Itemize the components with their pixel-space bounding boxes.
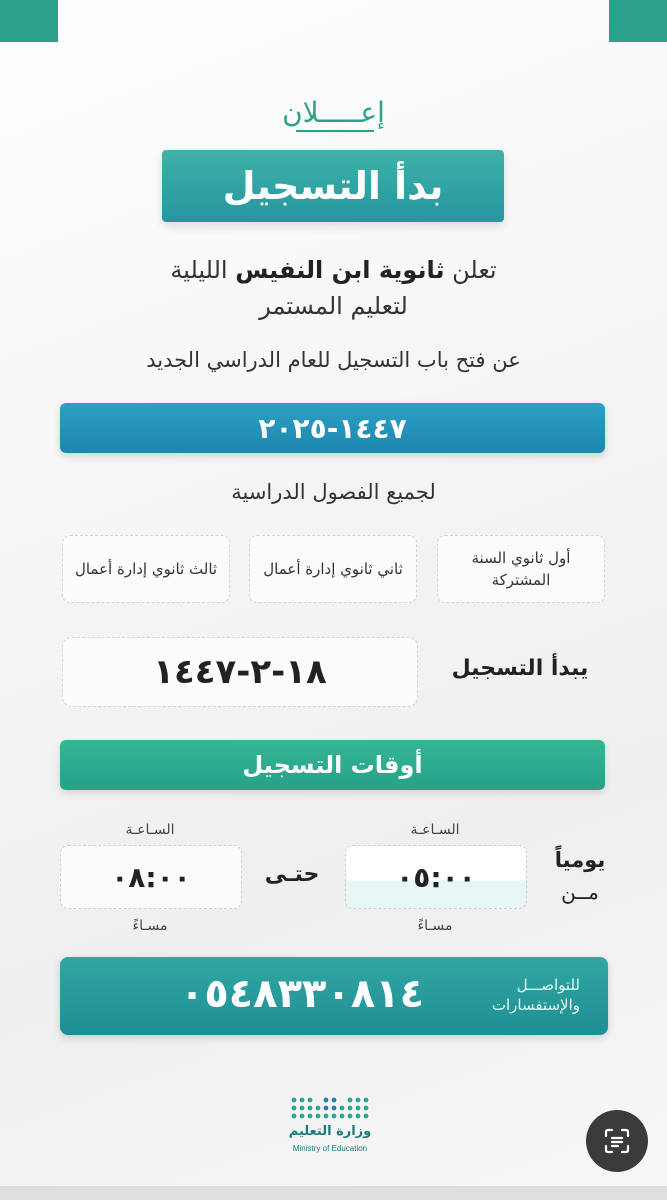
- school-name: ثانوية ابن النفيس: [235, 256, 445, 284]
- scan-text-icon: [602, 1126, 632, 1156]
- registration-times-bar: أوقات التسجيل: [60, 740, 605, 790]
- until-label: حتـى: [264, 862, 320, 887]
- corner-accent-left: [0, 0, 58, 42]
- bottom-system-bar: [0, 1186, 667, 1200]
- end-hour-label: السـاعـة: [125, 822, 175, 838]
- all-grades-text: لجميع الفصول الدراسية: [231, 480, 436, 504]
- scan-text-button[interactable]: [586, 1110, 648, 1172]
- contact-phone: ٠٥٤٨٣٣٠٨١٤: [179, 971, 425, 1017]
- ministry-name-ar: وزارة التعليم: [288, 1124, 372, 1139]
- registration-start-date: ١٨-٢-١٤٤٧: [62, 637, 418, 707]
- academic-year-bar: ١٤٤٧-٢٠٢٥: [60, 403, 605, 453]
- end-time-box: ٠٨:٠٠: [60, 845, 242, 909]
- contact-bar: [60, 957, 608, 1035]
- end-period-label: مسـاءً: [132, 918, 168, 934]
- daily-label: يومياً: [554, 848, 606, 872]
- announcement-label: إعـــــلان: [282, 96, 385, 129]
- ministry-name-en: Ministry of Education: [292, 1144, 368, 1153]
- registration-banner: بدأ التسجيل: [162, 150, 504, 222]
- start-period-label: مسـاءً: [417, 918, 453, 934]
- from-label: مــن: [561, 880, 599, 904]
- open-registration-text: عن فتح باب التسجيل للعام الدراسي الجديد: [146, 348, 521, 372]
- corner-accent-right: [609, 0, 667, 42]
- school-prefix: تعلن: [452, 256, 497, 284]
- announcement-underline: [296, 130, 374, 132]
- start-hour-label: السـاعـة: [410, 822, 460, 838]
- school-subtitle: لتعليم المستمر: [259, 292, 408, 320]
- grade-third-business: ثالث ثانوي إدارة أعمال: [62, 535, 230, 603]
- registration-start-label: يبدأ التسجيل: [451, 656, 589, 681]
- school-suffix: الليلية: [170, 256, 228, 284]
- start-time-box: ٠٥:٠٠: [345, 845, 527, 909]
- contact-label: للتواصـــل والإستفسارات: [491, 976, 580, 1015]
- grade-first-year: أول ثانوي السنة المشتركة: [437, 535, 605, 603]
- school-announcement: [0, 256, 667, 284]
- grade-second-business: ثاني ثانوي إدارة أعمال: [249, 535, 417, 603]
